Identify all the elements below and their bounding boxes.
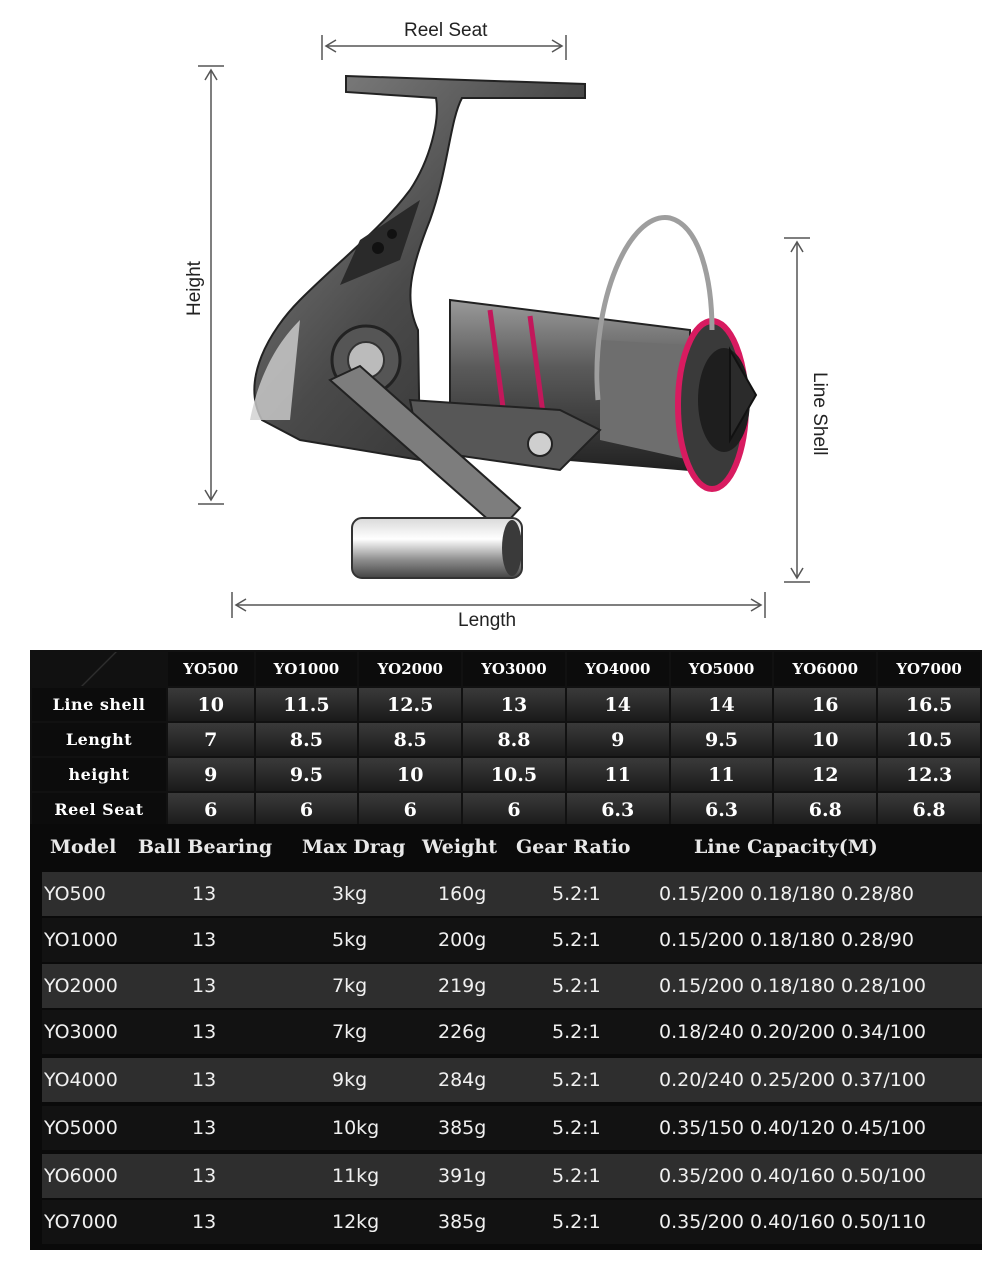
spec-table-header [30, 824, 982, 870]
cell-model: YO7000 [44, 1211, 118, 1233]
cell-gear-ratio: 5.2:1 [552, 883, 601, 905]
cell-line-capacity: 0.35/150 0.40/120 0.45/100 [659, 1117, 926, 1139]
cell-gear-ratio: 5.2:1 [552, 1165, 601, 1187]
cell-gear-ratio: 5.2:1 [552, 1069, 601, 1091]
size-row-label: Line shell [32, 688, 166, 721]
cell-model: YO3000 [44, 1021, 118, 1043]
cell-max-drag: 9kg [332, 1069, 368, 1091]
cell-ball-bearing: 13 [192, 975, 217, 997]
size-model-header: YO3000 [463, 652, 565, 686]
cell-weight: 160g [438, 883, 487, 905]
cell-max-drag: 7kg [332, 1021, 368, 1043]
cell-weight: 226g [438, 1021, 487, 1043]
size-cell: 9 [567, 723, 669, 756]
size-cell: 8.8 [463, 723, 565, 756]
cell-ball-bearing: 13 [192, 1021, 217, 1043]
cell-max-drag: 11kg [332, 1165, 380, 1187]
cell-line-capacity: 0.15/200 0.18/180 0.28/90 [659, 929, 914, 951]
cell-ball-bearing: 13 [192, 929, 217, 951]
cell-model: YO5000 [44, 1117, 118, 1139]
header-weight: Weight [422, 836, 497, 858]
size-model-header: YO4000 [567, 652, 669, 686]
size-row-label: height [32, 758, 166, 791]
header-line-capacity: Line Capacity(M) [694, 836, 878, 858]
size-cell: 12.3 [878, 758, 980, 791]
cell-model: YO4000 [44, 1069, 118, 1091]
cell-ball-bearing: 13 [192, 883, 217, 905]
length-label: Length [458, 610, 517, 631]
size-cell: 10 [774, 723, 876, 756]
size-cell: 9.5 [256, 758, 358, 791]
cell-line-capacity: 0.15/200 0.18/180 0.28/80 [659, 883, 914, 905]
cell-gear-ratio: 5.2:1 [552, 1021, 601, 1043]
cell-weight: 200g [438, 929, 487, 951]
size-cell: 16 [774, 688, 876, 721]
size-cell: 6.8 [774, 793, 876, 826]
cell-weight: 219g [438, 975, 487, 997]
size-cell: 6 [359, 793, 461, 826]
size-row-reel-seat [32, 793, 980, 826]
cell-gear-ratio: 5.2:1 [552, 975, 601, 997]
size-table-header-row [32, 652, 980, 686]
spec-row-yo2000 [42, 964, 982, 1008]
spec-row-yo6000 [42, 1154, 982, 1198]
header-max-drag: Max Drag [302, 836, 406, 858]
line-shell-label: Line Shell [809, 372, 830, 456]
cell-max-drag: 10kg [332, 1117, 380, 1139]
size-cell: 16.5 [878, 688, 980, 721]
size-row-line-shell [32, 688, 980, 721]
cell-gear-ratio: 5.2:1 [552, 1211, 601, 1233]
size-table-corner [32, 652, 166, 686]
size-cell: 10.5 [878, 723, 980, 756]
size-cell: 8.5 [256, 723, 358, 756]
reel-seat-label: Reel Seat [404, 20, 488, 41]
size-cell: 10.5 [463, 758, 565, 791]
size-row-label: Lenght [32, 723, 166, 756]
size-cell: 11 [671, 758, 773, 791]
size-row-height [32, 758, 980, 791]
size-model-header: YO5000 [671, 652, 773, 686]
cell-gear-ratio: 5.2:1 [552, 1117, 601, 1139]
spec-row-yo500 [42, 872, 982, 916]
size-cell: 12 [774, 758, 876, 791]
cell-model: YO6000 [44, 1165, 118, 1187]
size-cell: 14 [567, 688, 669, 721]
header-ball-bearing: Ball Bearing [138, 836, 273, 858]
cell-ball-bearing: 13 [192, 1211, 217, 1233]
size-cell: 11.5 [256, 688, 358, 721]
cell-ball-bearing: 13 [192, 1117, 217, 1139]
cell-ball-bearing: 13 [192, 1069, 217, 1091]
size-cell: 8.5 [359, 723, 461, 756]
size-model-header: YO1000 [256, 652, 358, 686]
cell-weight: 284g [438, 1069, 487, 1091]
size-cell: 6.3 [567, 793, 669, 826]
cell-max-drag: 12kg [332, 1211, 380, 1233]
size-cell: 6.8 [878, 793, 980, 826]
cell-line-capacity: 0.18/240 0.20/200 0.34/100 [659, 1021, 926, 1043]
spec-row-yo1000 [42, 918, 982, 962]
size-cell: 6 [256, 793, 358, 826]
size-cell: 9.5 [671, 723, 773, 756]
height-label: Height [184, 261, 205, 316]
spec-row-yo3000 [42, 1010, 982, 1054]
cell-gear-ratio: 5.2:1 [552, 929, 601, 951]
cell-line-capacity: 0.35/200 0.40/160 0.50/100 [659, 1165, 926, 1187]
cell-max-drag: 3kg [332, 883, 368, 905]
cell-weight: 391g [438, 1165, 487, 1187]
header-gear-ratio: Gear Ratio [516, 836, 631, 858]
spec-row-yo4000 [42, 1058, 982, 1102]
size-row-length [32, 723, 980, 756]
size-cell: 6.3 [671, 793, 773, 826]
size-cell: 9 [168, 758, 254, 791]
cell-line-capacity: 0.15/200 0.18/180 0.28/100 [659, 975, 926, 997]
cell-line-capacity: 0.35/200 0.40/160 0.50/110 [659, 1211, 926, 1233]
size-cell: 7 [168, 723, 254, 756]
cell-model: YO1000 [44, 929, 118, 951]
size-model-header: YO7000 [878, 652, 980, 686]
size-cell: 11 [567, 758, 669, 791]
size-cell: 10 [168, 688, 254, 721]
spec-row-yo5000 [42, 1106, 982, 1150]
size-cell: 13 [463, 688, 565, 721]
cell-max-drag: 5kg [332, 929, 368, 951]
cell-model: YO500 [44, 883, 106, 905]
cell-weight: 385g [438, 1211, 487, 1233]
size-model-header: YO2000 [359, 652, 461, 686]
size-cell: 6 [463, 793, 565, 826]
size-cell: 12.5 [359, 688, 461, 721]
header-model: Model [50, 836, 117, 858]
size-row-label: Reel Seat [32, 793, 166, 826]
cell-weight: 385g [438, 1117, 487, 1139]
cell-ball-bearing: 13 [192, 1165, 217, 1187]
size-cell: 10 [359, 758, 461, 791]
size-cell: 14 [671, 688, 773, 721]
size-cell: 6 [168, 793, 254, 826]
size-model-header: YO6000 [774, 652, 876, 686]
cell-line-capacity: 0.20/240 0.25/200 0.37/100 [659, 1069, 926, 1091]
size-table [30, 650, 982, 828]
cell-max-drag: 7kg [332, 975, 368, 997]
cell-model: YO2000 [44, 975, 118, 997]
line-shell-dimension [784, 238, 810, 582]
spec-row-yo7000 [42, 1200, 982, 1244]
spec-table [30, 824, 982, 1250]
size-model-header: YO500 [168, 652, 254, 686]
